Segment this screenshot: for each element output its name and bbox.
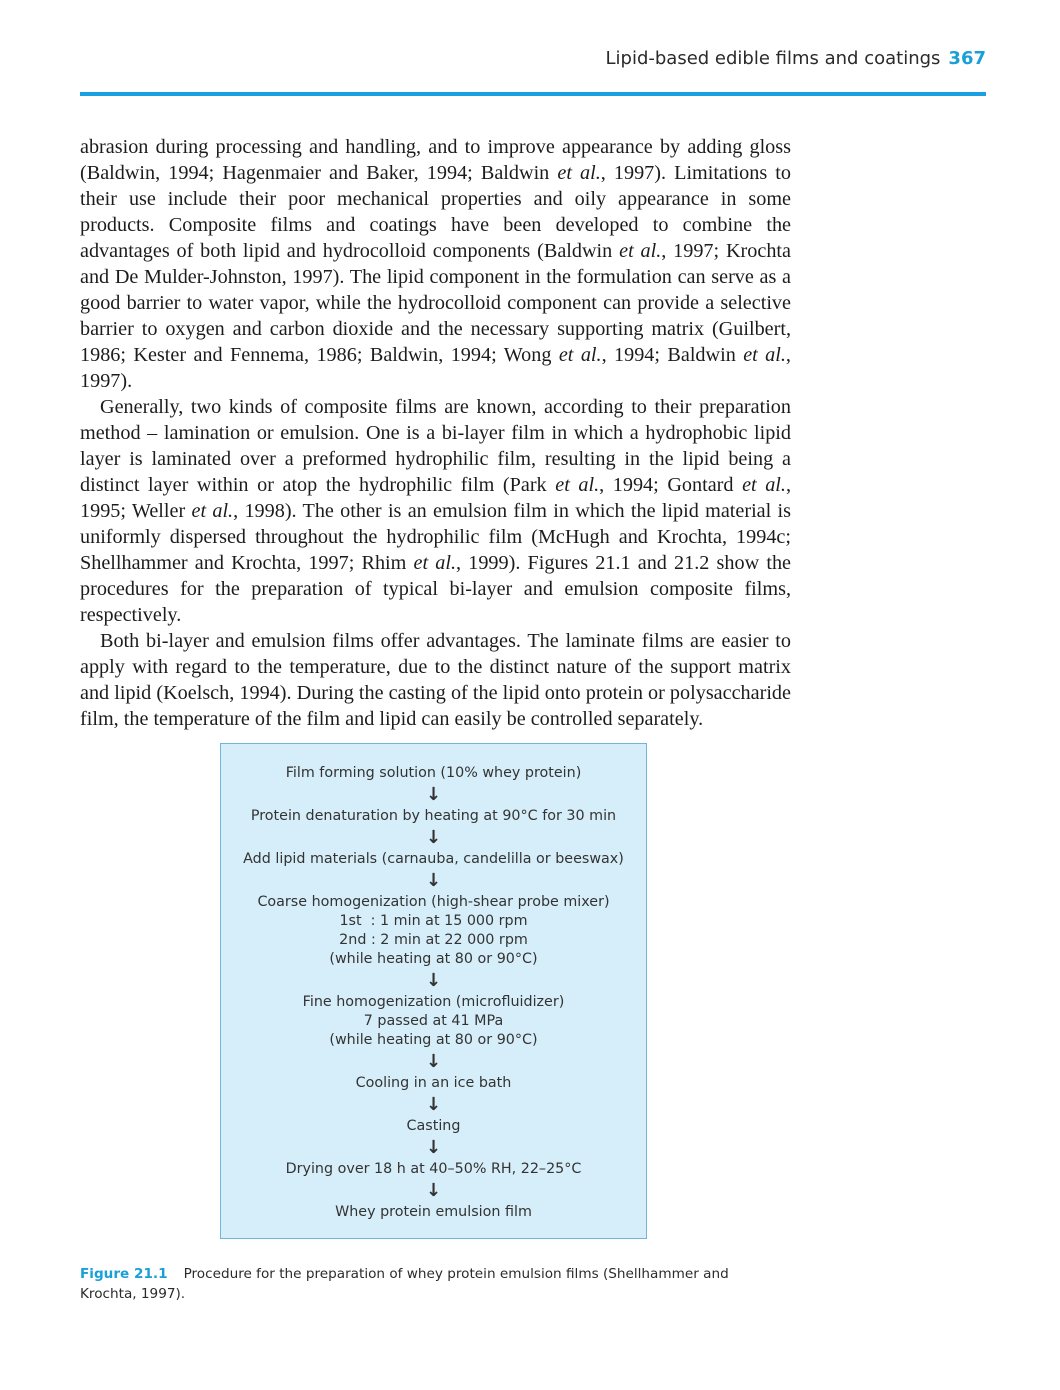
step-line: Add lipid materials (carnauba, candelilla or beeswax) bbox=[243, 851, 624, 867]
step-line: 2nd : 2 min at 22 000 rpm bbox=[339, 932, 528, 948]
text-run: , 1994; Gontard bbox=[599, 474, 743, 496]
text-run: , 1999). Figures 21.1 and 21.2 show the procedures for the preparation of typical bi-layer and emulsion composite films, respectively. bbox=[80, 552, 791, 626]
step-line: Drying over 18 h at 40–50% RH, 22–25°C bbox=[285, 1161, 582, 1177]
step-line: Whey protein emulsion film bbox=[335, 1204, 532, 1220]
step-drying bbox=[221, 1160, 646, 1179]
step-line: Casting bbox=[406, 1118, 461, 1134]
step-line: Protein denaturation by heating at 90°C for 30 min bbox=[250, 808, 617, 824]
text-run: Generally, two kinds of composite films are known, according to their preparation method – lamination or emulsion. One is a bi-layer film in which a hydrophobic lipid layer is laminated over a preformed hydrophilic film, resulting in the lipid being a distinct layer within or atop the hydrophilic film (Park bbox=[80, 396, 791, 496]
step-line: Film forming solution (10% whey protein) bbox=[285, 765, 582, 781]
step-denaturation bbox=[221, 807, 646, 826]
step-line: 7 passed at 41 MPa bbox=[363, 1013, 504, 1029]
figure-caption bbox=[80, 1264, 780, 1304]
text-run: , 1997; Krochta and De Mulder-Johnston, 1997). The lipid component in the formulation can serve as a good barrier to water vapor, while the hydrocolloid component can provide a selective barrier to oxygen and carbon dioxide and the necessary supporting matrix (Guilbert, 1986; Kester and Fennema, 1986; Baldwin, 1994; Wong bbox=[80, 240, 791, 366]
page-number: 367 bbox=[948, 48, 986, 69]
text-run: , 1997). bbox=[80, 344, 791, 392]
step-line: (while heating at 80 or 90°C) bbox=[329, 951, 538, 967]
down-arrow-icon: ↓ bbox=[425, 784, 442, 805]
step-coarse-homogenization bbox=[221, 893, 646, 969]
running-header bbox=[80, 48, 986, 78]
paragraph-3 bbox=[80, 628, 791, 732]
down-arrow-icon: ↓ bbox=[425, 870, 442, 891]
down-arrow-icon: ↓ bbox=[425, 1094, 442, 1115]
down-arrow-icon: ↓ bbox=[425, 1137, 442, 1158]
body-text bbox=[80, 134, 791, 732]
step-cooling bbox=[221, 1074, 646, 1093]
text-run: abrasion during processing and handling, and to improve appearance by adding gloss (Baldwin, 1994; Hagenmaier and Baker, 1994; Baldwin bbox=[80, 136, 791, 184]
italic-run: et al. bbox=[555, 474, 600, 496]
text-run: Both bi-layer and emulsion films offer advantages. The laminate films are easier to apply with regard to the temperature, due to the distinct nature of the support matrix and lipid (Koelsch, 1994). During the casting of the lipid onto protein or polysaccharide film, the temperature of the film and lipid can easily be controlled separately. bbox=[80, 630, 791, 730]
step-line: (while heating at 80 or 90°C) bbox=[329, 1032, 538, 1048]
italic-run: et al. bbox=[413, 552, 457, 574]
down-arrow-icon: ↓ bbox=[425, 1051, 442, 1072]
italic-run: et al. bbox=[743, 344, 786, 366]
text-run: , 1994; Baldwin bbox=[601, 344, 744, 366]
down-arrow-icon: ↓ bbox=[425, 827, 442, 848]
flowchart-figure bbox=[220, 743, 647, 1239]
italic-run: et al. bbox=[742, 474, 786, 496]
paragraph-2 bbox=[80, 394, 791, 628]
italic-run: et al. bbox=[557, 162, 601, 184]
text-run: , 1998). The other is an emulsion film in which the lipid material is uniformly dispersed throughout the hydrophilic film (McHugh and Krochta, 1994c; Shellhammer and Krochta, 1997; Rhim bbox=[80, 500, 791, 574]
step-final-film bbox=[221, 1203, 646, 1222]
text-run: , 1995; Weller bbox=[80, 474, 792, 522]
italic-run: et al. bbox=[558, 344, 602, 366]
italic-run: et al. bbox=[619, 240, 662, 262]
down-arrow-icon: ↓ bbox=[425, 970, 442, 991]
step-fine-homogenization bbox=[221, 993, 646, 1050]
step-line: Cooling in an ice bath bbox=[355, 1075, 512, 1091]
step-line: 1st : 1 min at 15 000 rpm bbox=[339, 913, 528, 929]
step-add-lipid bbox=[221, 850, 646, 869]
caption-text: Procedure for the preparation of whey protein emulsion films (Shellhammer and Krochta, 1997). bbox=[80, 1266, 729, 1302]
down-arrow-icon: ↓ bbox=[425, 1180, 442, 1201]
header-rule bbox=[80, 92, 986, 96]
text-run: , 1997). Limitations to their use include their poor mechanical properties and oily appearance in some products. Composite films and coatings have been developed to combine the advantages of both lipid and hydrocolloid components (Baldwin bbox=[80, 162, 791, 262]
figure-label: Figure 21.1 bbox=[80, 1266, 168, 1282]
step-line: Coarse homogenization (high-shear probe mixer) bbox=[257, 894, 610, 910]
running-title: Lipid-based edible films and coatings bbox=[605, 48, 941, 69]
italic-run: et al. bbox=[191, 500, 234, 522]
step-line: Fine homogenization (microfluidizer) bbox=[302, 994, 565, 1010]
paragraph-1 bbox=[80, 134, 791, 394]
step-casting bbox=[221, 1117, 646, 1136]
step-film-forming bbox=[221, 764, 646, 783]
